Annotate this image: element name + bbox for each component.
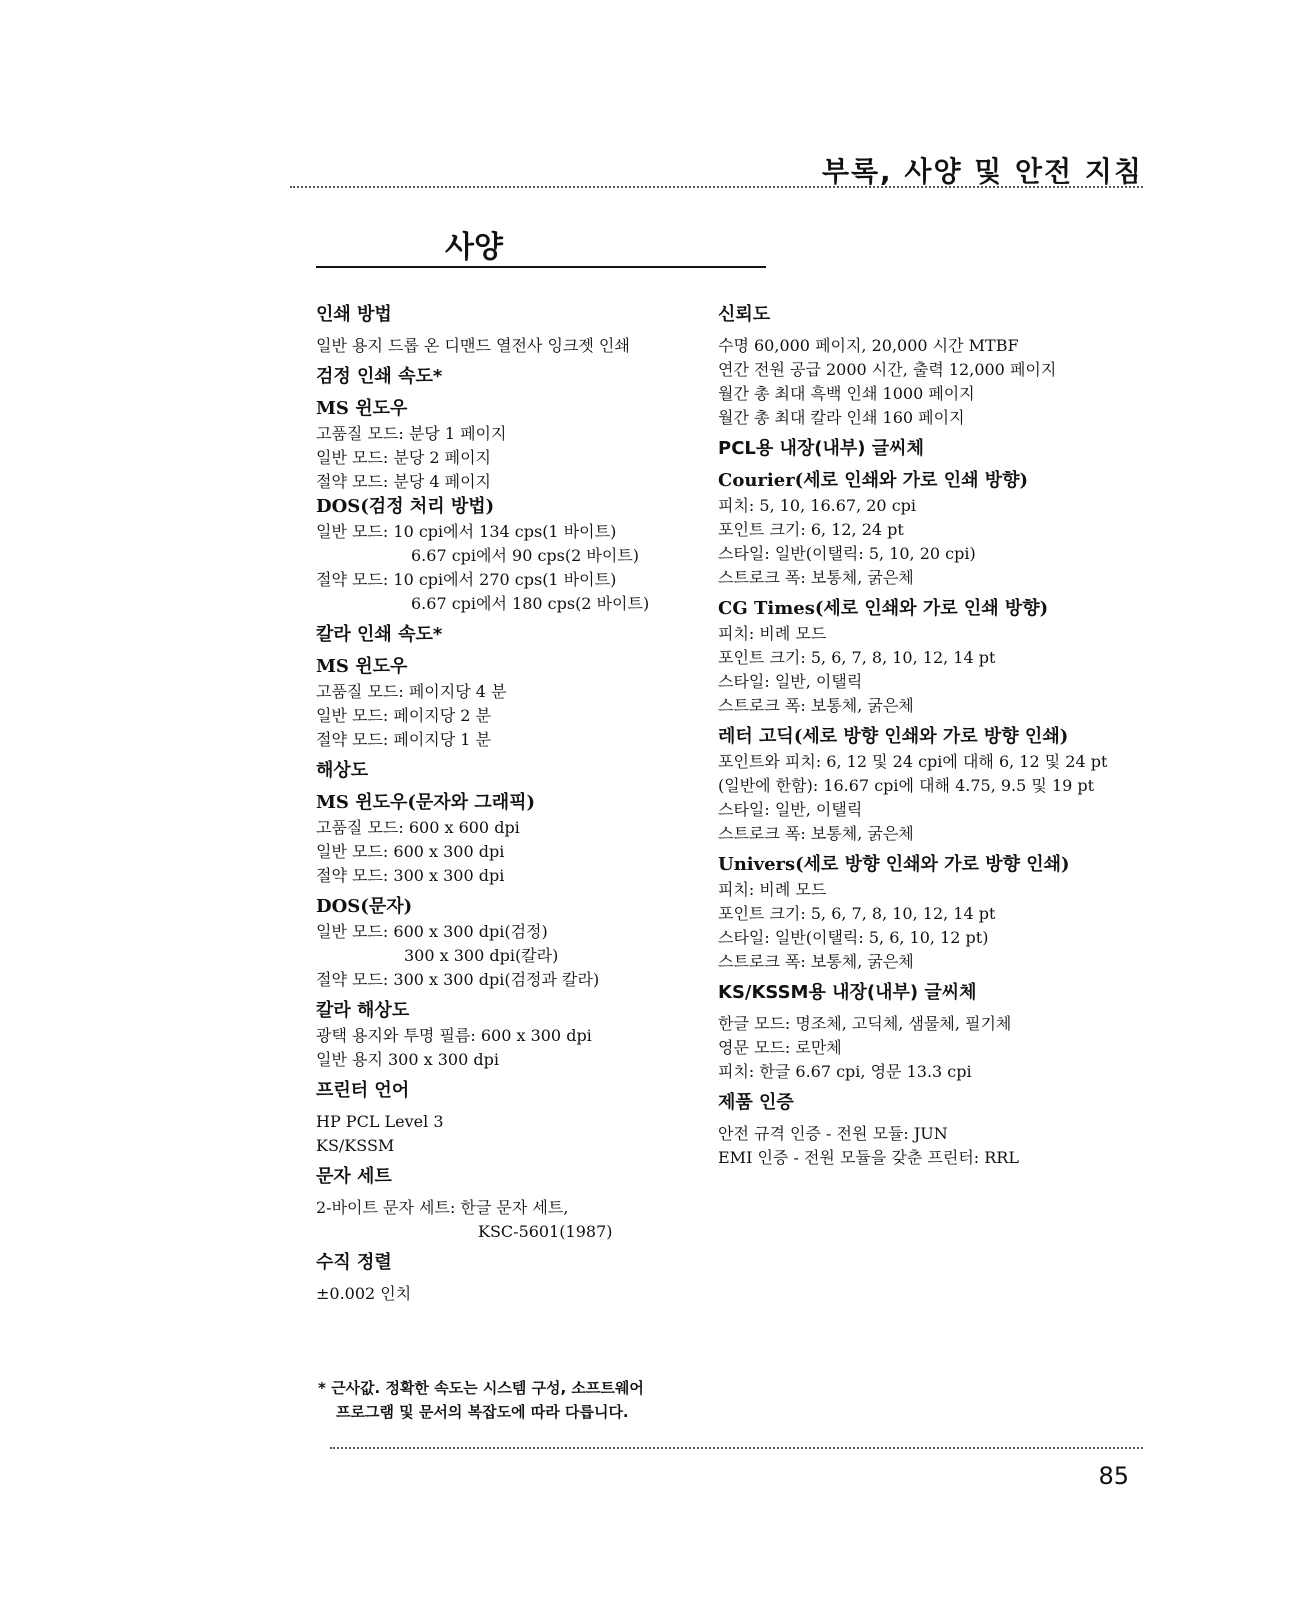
spec-line: 광택 용지와 투명 필름: 600 x 300 dpi: [316, 1026, 592, 1045]
subsection-heading: 레터 고딕(세로 방향 인쇄와 가로 방향 인쇄): [718, 726, 1069, 747]
page-number: 85: [1098, 1462, 1129, 1490]
spec-line: 수명 60,000 페이지, 20,000 시간 MTBF: [718, 336, 1019, 355]
spec-line: 고품질 모드: 600 x 600 dpi: [316, 818, 520, 837]
print-method-section: [316, 302, 696, 358]
title-rule: [316, 266, 766, 268]
spec-line: 6.67 cpi에서 180 cps(2 바이트): [411, 594, 650, 613]
spec-line: 300 x 300 dpi(칼라): [404, 946, 559, 965]
spec-line: 절약 모드: 300 x 300 dpi(검정과 칼라): [316, 970, 600, 989]
spec-line: 절약 모드: 10 cpi에서 270 cps(1 바이트): [316, 570, 617, 589]
subsection-heading: DOS(문자): [316, 896, 413, 917]
footnote: [318, 1376, 644, 1424]
footer-divider: [330, 1447, 1143, 1449]
section-heading: KS/KSSM용 내장(내부) 글씨체: [718, 982, 977, 1003]
certification-section: [718, 1090, 1118, 1170]
page-header: [290, 150, 1143, 190]
section-heading: 제품 인증: [718, 1092, 794, 1113]
black-speed-section: [316, 364, 696, 616]
spec-line: 6.67 cpi에서 90 cps(2 바이트): [411, 546, 640, 565]
section-heading: 프린터 언어: [316, 1080, 410, 1101]
right-column: [718, 302, 1118, 1176]
spec-line: 일반 용지 300 x 300 dpi: [316, 1050, 499, 1069]
spec-line: 절약 모드: 분당 4 페이지: [316, 472, 492, 491]
spec-line: EMI 인증 - 전원 모듈을 갖춘 프린터: RRL: [718, 1148, 1019, 1167]
subsection-heading: MS 윈도우(문자와 그래픽): [316, 792, 535, 813]
section-heading: 수직 정렬: [316, 1252, 392, 1273]
subsection-heading: CG Times(세로 인쇄와 가로 인쇄 방향): [718, 598, 1049, 619]
footnote-line: * 근사값. 정확한 속도는 시스템 구성, 소프트웨어: [318, 1379, 644, 1397]
subsection-heading: MS 윈도우: [316, 656, 408, 677]
section-heading: 문자 세트: [316, 1166, 392, 1187]
spec-line: 안전 규격 인증 - 전원 모듈: JUN: [718, 1124, 948, 1143]
color-speed-section: [316, 622, 696, 752]
left-column: [316, 302, 696, 1312]
spec-line: 스트로크 폭: 보통체, 굵은체: [718, 568, 914, 587]
section-heading: 해상도: [316, 760, 369, 781]
spec-line: 절약 모드: 300 x 300 dpi: [316, 866, 505, 885]
spec-line: 일반 모드: 페이지당 2 분: [316, 706, 492, 725]
spec-line: 스트로크 폭: 보통체, 굵은체: [718, 824, 914, 843]
page-title: 사양: [445, 230, 503, 265]
spec-line: 일반 모드: 분당 2 페이지: [316, 448, 492, 467]
spec-line: 스타일: 일반(이탤릭: 5, 6, 10, 12 pt): [718, 928, 989, 947]
subsection-heading: MS 윈도우: [316, 398, 408, 419]
spec-line: 피치: 5, 10, 16.67, 20 cpi: [718, 496, 917, 515]
spec-line: HP PCL Level 3: [316, 1112, 444, 1131]
spec-line: 월간 총 최대 흑백 인쇄 1000 페이지: [718, 384, 975, 403]
spec-line: 피치: 비례 모드: [718, 880, 827, 899]
spec-line: 스트로크 폭: 보통체, 굵은체: [718, 696, 914, 715]
chapter-title: 부록, 사양 및 안전 지침: [821, 155, 1143, 188]
spec-line: 스트로크 폭: 보통체, 굵은체: [718, 952, 914, 971]
section-heading: 검정 인쇄 속도*: [316, 366, 443, 387]
spec-line: 절약 모드: 페이지당 1 분: [316, 730, 492, 749]
spec-line: 고품질 모드: 페이지당 4 분: [316, 682, 507, 701]
spec-line: KSC-5601(1987): [478, 1222, 613, 1241]
subsection-heading: 칼라 해상도: [316, 1000, 410, 1021]
spec-line: 2-바이트 문자 세트: 한글 문자 세트,: [316, 1198, 569, 1217]
print-method-text: 일반 용지 드롭 온 디맨드 열전사 잉크젯 인쇄: [316, 336, 630, 355]
spec-line: 피치: 비례 모드: [718, 624, 827, 643]
spec-line: 일반 모드: 600 x 300 dpi: [316, 842, 505, 861]
resolution-section: [316, 758, 696, 1072]
spec-line: 스타일: 일반, 이탤릭: [718, 672, 863, 691]
header-divider: [290, 186, 1143, 188]
spec-line: 피치: 한글 6.67 cpi, 영문 13.3 cpi: [718, 1062, 972, 1081]
spec-line: 고품질 모드: 분당 1 페이지: [316, 424, 507, 443]
reliability-section: [718, 302, 1118, 430]
spec-line: 연간 전원 공급 2000 시간, 출력 12,000 페이지: [718, 360, 1057, 379]
footnote-line: 프로그램 및 문서의 복잡도에 따라 다릅니다.: [336, 1403, 629, 1421]
spec-line: 일반 모드: 10 cpi에서 134 cps(1 바이트): [316, 522, 617, 541]
spec-line: 한글 모드: 명조체, 고딕체, 샘물체, 필기체: [718, 1014, 1012, 1033]
spec-line: KS/KSSM: [316, 1136, 395, 1155]
spec-line: 포인트 크기: 5, 6, 7, 8, 10, 12, 14 pt: [718, 904, 996, 923]
spec-line: 포인트 크기: 6, 12, 24 pt: [718, 520, 904, 539]
spec-line: 월간 총 최대 칼라 인쇄 160 페이지: [718, 408, 965, 427]
spec-line: (일반에 한함): 16.67 cpi에 대해 4.75, 9.5 및 19 pt: [718, 776, 1095, 795]
spec-line: 스타일: 일반, 이탤릭: [718, 800, 863, 819]
alignment-section: [316, 1250, 696, 1306]
section-heading: 신뢰도: [718, 304, 771, 325]
spec-line: 스타일: 일반(이탤릭: 5, 10, 20 cpi): [718, 544, 976, 563]
printer-language-section: [316, 1078, 696, 1158]
spec-line: 일반 모드: 600 x 300 dpi(검정): [316, 922, 548, 941]
spec-line: 포인트와 피치: 6, 12 및 24 cpi에 대해 6, 12 및 24 pt: [718, 752, 1108, 771]
spec-line: 영문 모드: 로만체: [718, 1038, 842, 1057]
ks-fonts-section: [718, 980, 1118, 1084]
spec-line: 포인트 크기: 5, 6, 7, 8, 10, 12, 14 pt: [718, 648, 996, 667]
pcl-fonts-section: [718, 436, 1118, 974]
subsection-heading: Courier(세로 인쇄와 가로 인쇄 방향): [718, 470, 1029, 491]
section-heading: 인쇄 방법: [316, 304, 392, 325]
spec-line: ±0.002 인치: [316, 1284, 412, 1303]
section-heading: PCL용 내장(내부) 글씨체: [718, 438, 924, 459]
subsection-heading: DOS(검정 처리 방법): [316, 496, 495, 517]
section-heading: 칼라 인쇄 속도*: [316, 624, 443, 645]
subsection-heading: Univers(세로 방향 인쇄와 가로 방향 인쇄): [718, 854, 1070, 875]
charset-section: [316, 1164, 696, 1244]
